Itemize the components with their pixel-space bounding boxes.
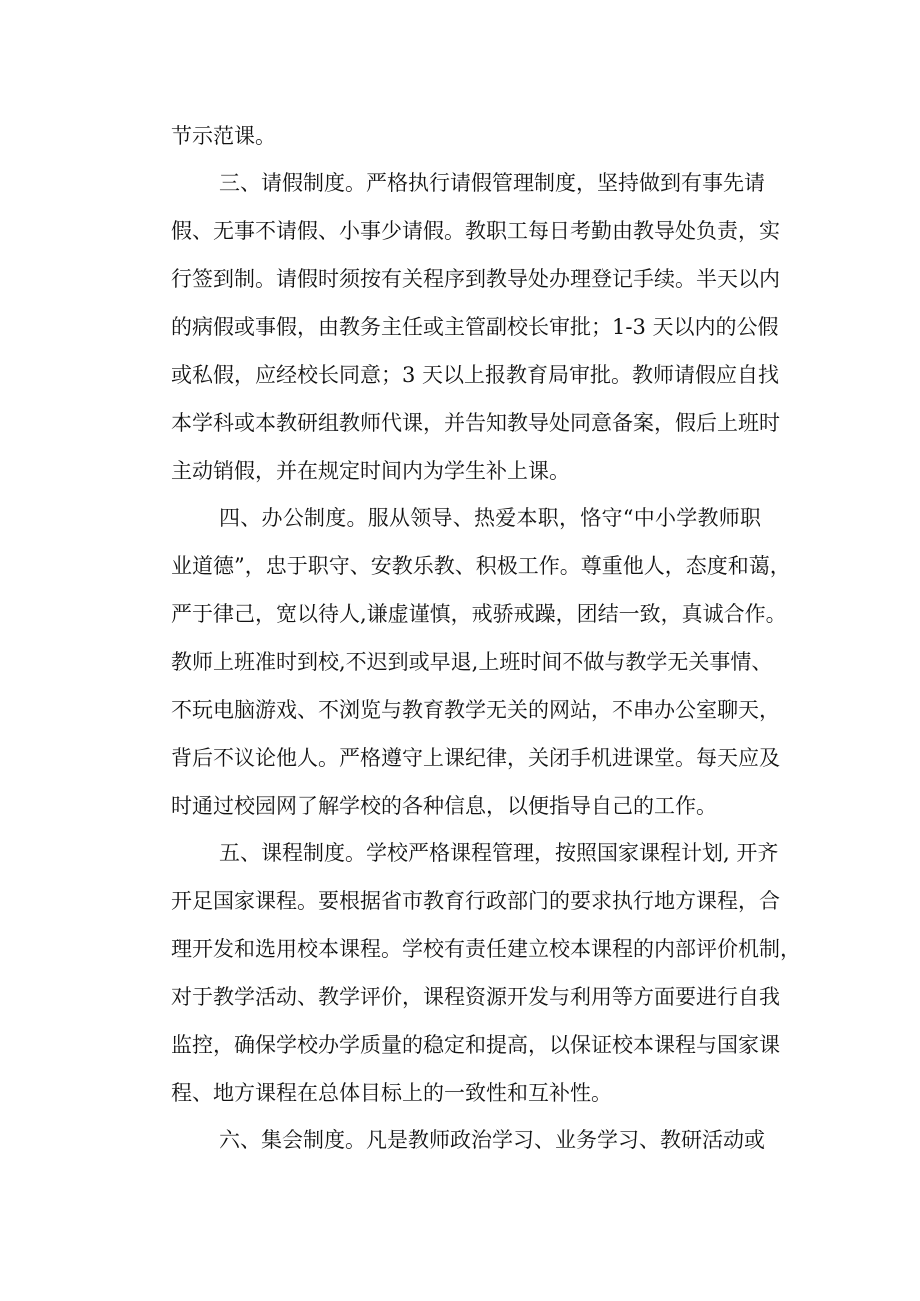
- paragraph-curriculum-system-last-line: 程、地方课程在总体目标上的一致性和互补性。: [171, 1081, 612, 1105]
- paragraph-office-system-line: 不玩电脑游戏、不浏览与教育教学无关的网站，不串办公室聊天，: [171, 698, 780, 722]
- paragraph-leave-system-line: 行签到制。请假时须按有关程序到教导处办理登记手续。半天以内: [171, 267, 780, 291]
- paragraph-office-system-line: 严于律己，宽以待人,谦虚谨慎，戒骄戒躁，团结一致，真诚合作。: [171, 602, 787, 626]
- paragraph-office-system-line: 教师上班准时到校,不迟到或早退,上班时间不做与教学无关事情、: [171, 650, 773, 674]
- paragraph-leave-system-line: 或私假，应经校长同意；3 天以上报教育局审批。教师请假应自找: [171, 363, 780, 387]
- paragraph-leave-system-line: 的病假或事假，由教务主任或主管副校长审批；1-3 天以内的公假: [171, 315, 779, 339]
- paragraph-curriculum-system-line: 理开发和选用校本课程。学校有责任建立校本课程的内部评价机制，: [171, 937, 801, 961]
- paragraph-curriculum-system-line: 监控，确保学校办学质量的稳定和提高，以保证校本课程与国家课: [171, 1033, 780, 1057]
- paragraph-curriculum-system-line: 对于教学活动、教学评价，课程资源开发与利用等方面要进行自我: [171, 985, 780, 1009]
- paragraph-office-system-last-line: 时通过校园网了解学校的各种信息，以便指导自己的工作。: [171, 794, 717, 818]
- paragraph-office-system-line: 背后不议论他人。严格遵守上课纪律，关闭手机进课堂。每天应及: [171, 746, 780, 770]
- paragraph-leave-system-line: 本学科或本教研组教师代课，并告知教导处同意备案，假后上班时: [171, 411, 780, 435]
- paragraph-leave-system-first-line: 三、请假制度。严格执行请假管理制度，坚持做到有事先请: [219, 171, 765, 195]
- paragraph-curriculum-system-line: 开足国家课程。要根据省市教育行政部门的要求执行地方课程，合: [171, 889, 780, 913]
- paragraph-leave-system-last-line: 主动销假，并在规定时间内为学生补上课。: [171, 459, 570, 483]
- paragraph-office-system-line: 业道德”，忠于职守、安教乐教、积极工作。尊重他人，态度和蔼，: [171, 554, 791, 578]
- paragraph-assembly-system-first-line: 六、集会制度。凡是教师政治学习、业务学习、教研活动或: [219, 1128, 765, 1152]
- paragraph-office-system-first-line: 四、办公制度。服从领导、热爱本职，恪守“中小学教师职: [219, 506, 761, 530]
- paragraph-leave-system-line: 假、无事不请假、小事少请假。教职工每日考勤由教导处负责，实: [171, 219, 780, 243]
- paragraph-2-end-line: 节示范课。: [171, 124, 276, 148]
- paragraph-curriculum-system-first-line: 五、课程制度。学校严格课程管理，按照国家课程计划, 开齐: [219, 841, 779, 865]
